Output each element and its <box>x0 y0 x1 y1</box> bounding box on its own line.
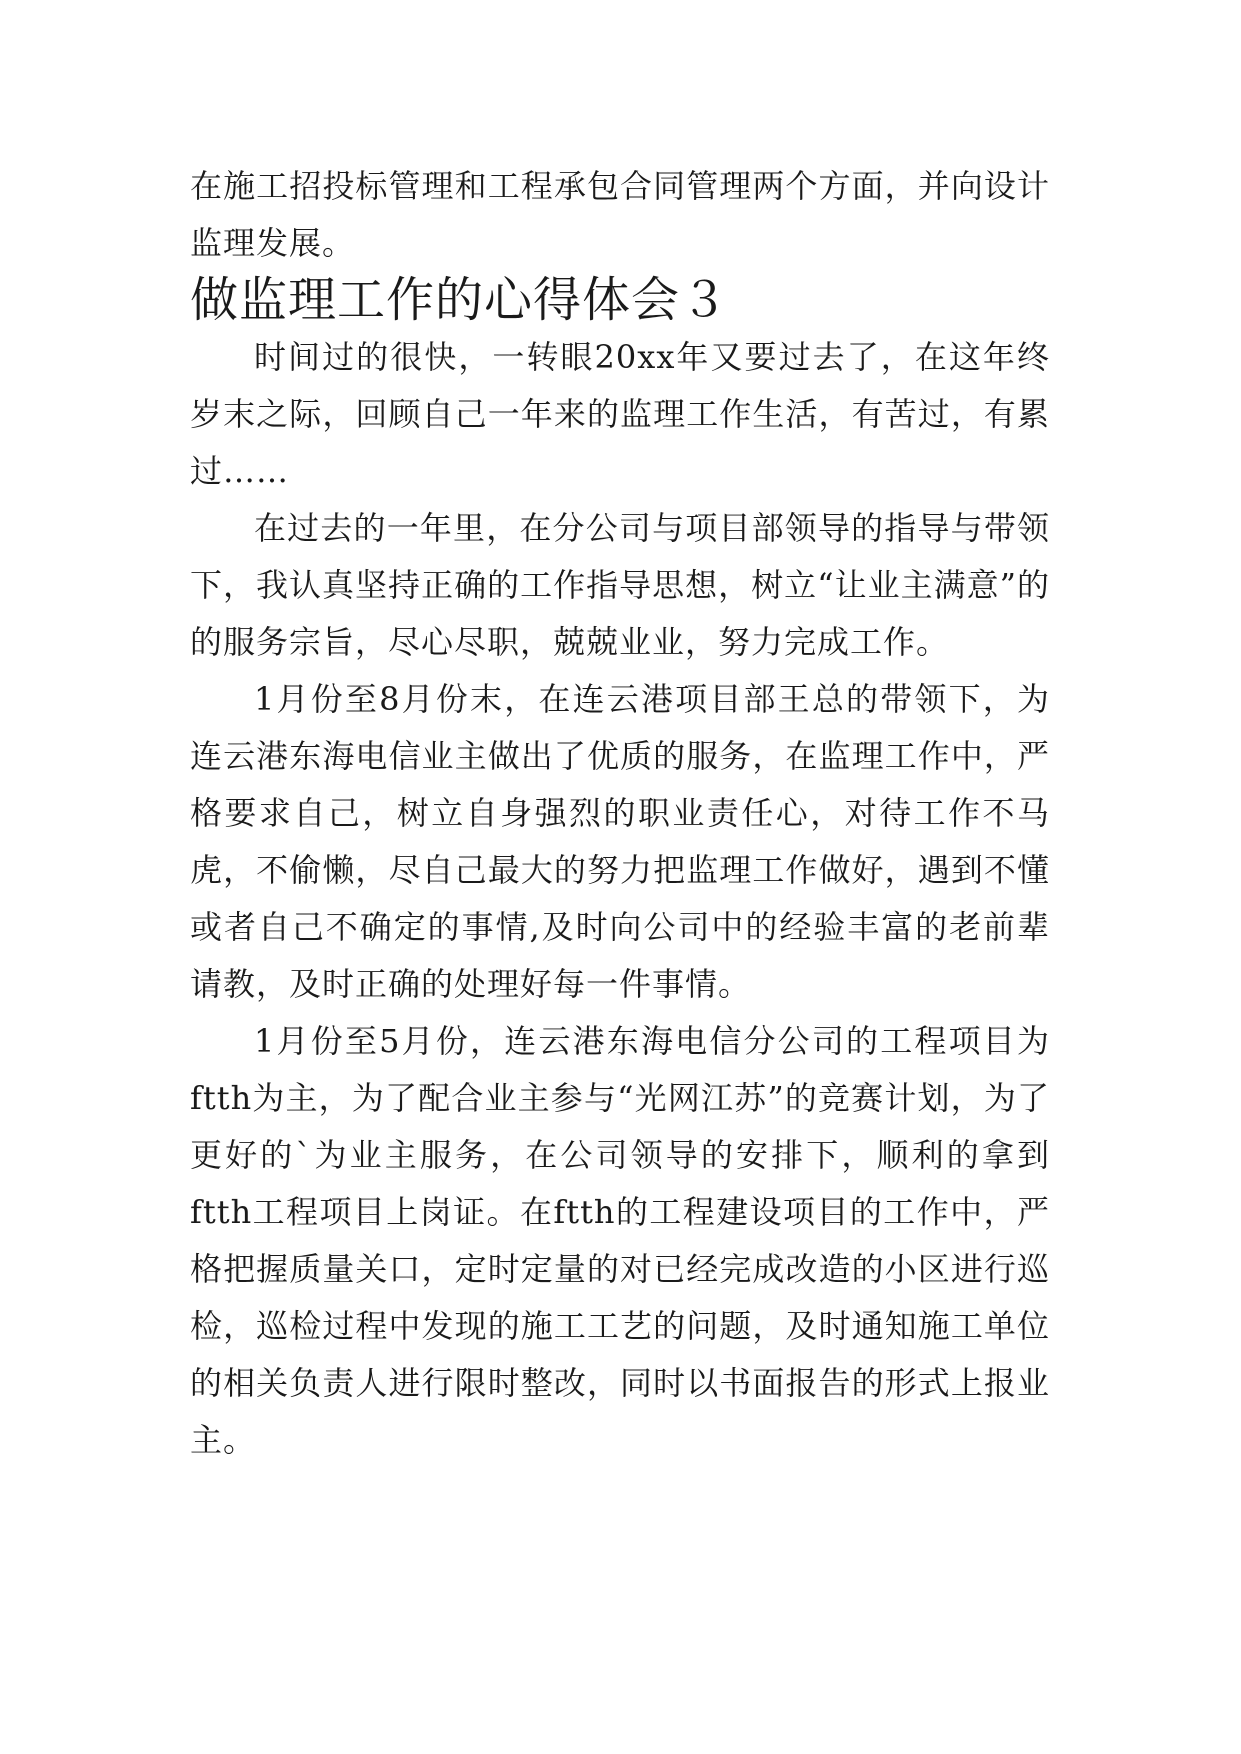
document-body <box>190 158 1050 1469</box>
paragraph-1: 时间过的很快，一转眼20xx年又要过去了，在这年终岁末之际，回顾自己一年来的监理工作生活，有苦过，有累过…… <box>190 338 1050 490</box>
section-title: 做监理工作的心得体会３ <box>190 272 730 328</box>
paragraph-3: 1月份至8月份末，在连云港项目部王总的带领下，为连云港东海电信业主做出了优质的服务，在监理工作中，严格要求自己，树立自身强烈的职业责任心，对待工作不马虎，不偷懒，尽自己最大的努力把监理工作做好，遇到不懂或者自己不确定的事情,及时向公司中的经验丰富的老前辈请教，及时正确的处理好每一件事情。 <box>190 680 1050 1003</box>
paragraph-2: 在过去的一年里，在分公司与项目部领导的指导与带领下，我认真坚持正确的工作指导思想，树立“让业主满意”的的服务宗旨，尽心尽职，兢兢业业，努力完成工作。 <box>190 509 1050 661</box>
continued-paragraph: 在施工招投标管理和工程承包合同管理两个方面，并向设计监理发展。 <box>190 167 1050 262</box>
paragraph-4: 1月份至5月份，连云港东海电信分公司的工程项目为ftth为主，为了配合业主参与“光网江苏”的竞赛计划，为了更好的`为业主服务，在公司领导的安排下，顺利的拿到ftth工程项目上岗证。在ftth的工程建设项目的工作中，严格把握质量关口，定时定量的对已经完成改造的小区进行巡检，巡检过程中发现的施工工艺的问题，及时通知施工单位的相关负责人进行限时整改，同时以书面报告的形式上报业主。 <box>190 1022 1050 1459</box>
